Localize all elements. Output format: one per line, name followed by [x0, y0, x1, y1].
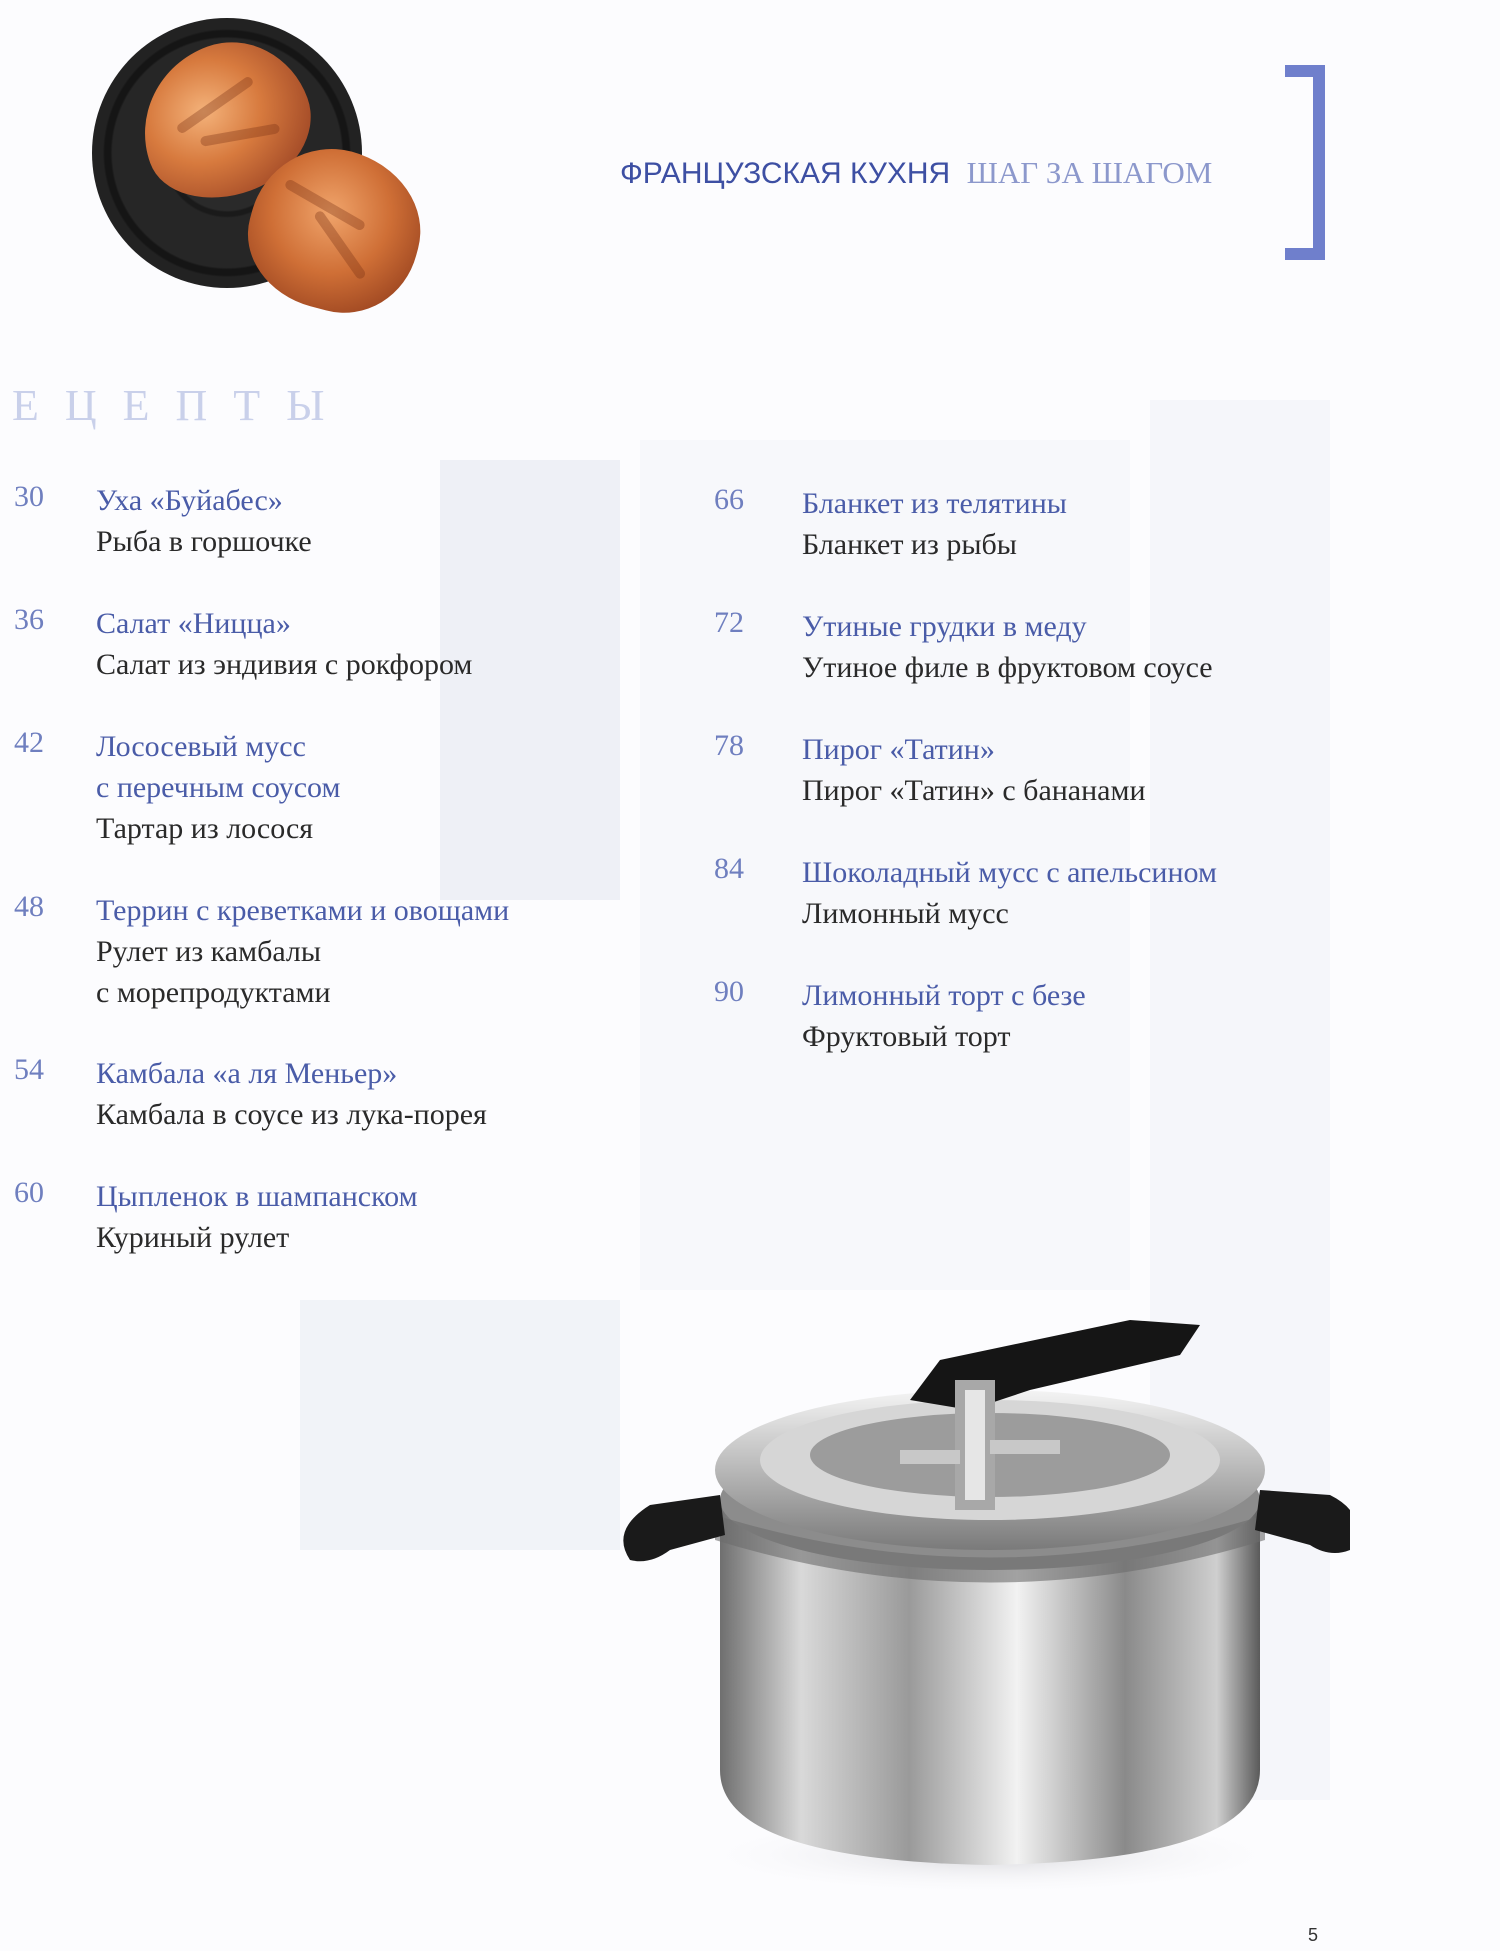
- recipe-entry: [802, 729, 1146, 811]
- recipe-variant: Рулет из камбалы: [96, 935, 322, 968]
- page-number: 5: [1308, 1925, 1319, 1945]
- recipe-title: Лососевый мусс: [96, 730, 306, 763]
- recipe-entry: [802, 975, 1086, 1057]
- recipe-variant: Тартар из лосося: [96, 812, 314, 845]
- book-title: ФРАНЦУЗСКАЯ КУХНЯ: [620, 157, 951, 190]
- recipe-title: Террин с креветками и овощами: [96, 894, 510, 927]
- recipe-page-number: 30: [14, 480, 44, 513]
- recipe-title: Пирог «Татин»: [802, 733, 995, 766]
- recipe-title: Шоколадный мусс с апельсином: [802, 856, 1217, 889]
- pressure-cooker-image: [610, 1300, 1350, 1900]
- recipe-entry: [802, 606, 1213, 688]
- recipe-page-number: 60: [14, 1176, 44, 1209]
- recipe-entry: [96, 480, 312, 562]
- recipe-title: Бланкет из телятины: [802, 487, 1067, 520]
- recipe-entry: [802, 483, 1067, 565]
- recipe-page-number: 48: [14, 890, 44, 923]
- recipe-variant: Утиное филе в фруктовом соусе: [802, 651, 1213, 684]
- recipe-entry: [96, 726, 340, 849]
- ghost-image-block: [300, 1300, 620, 1550]
- recipe-page-number: 36: [14, 603, 44, 636]
- recipe-entry: [96, 890, 509, 1013]
- recipe-title: с перечным соусом: [96, 771, 341, 804]
- recipe-variant: Пирог «Татин» с бананами: [802, 774, 1146, 807]
- recipe-variant: Фруктовый торт: [802, 1020, 1011, 1053]
- recipe-page-number: 42: [14, 726, 44, 759]
- recipe-page-number: 90: [714, 975, 744, 1008]
- recipe-variant: с морепродуктами: [96, 976, 331, 1009]
- recipe-title: Камбала «а ля Меньер»: [96, 1057, 398, 1090]
- recipe-page-number: 72: [714, 606, 744, 639]
- recipe-entry: [96, 1053, 487, 1135]
- book-subtitle: ШАГ ЗА ШАГОМ: [966, 155, 1213, 190]
- recipe-title: Салат «Ницца»: [96, 607, 291, 640]
- recipe-title: Цыпленок в шампанском: [96, 1180, 418, 1213]
- recipe-title: Уха «Буйабес»: [96, 484, 283, 517]
- recipe-variant: Лимонный мусс: [802, 897, 1009, 930]
- recipe-page-number: 84: [714, 852, 744, 885]
- page-header: [620, 155, 1212, 191]
- recipe-title: Лимонный торт с безе: [802, 979, 1086, 1012]
- recipe-variant: Куриный рулет: [96, 1221, 290, 1254]
- recipe-page-number: 78: [714, 729, 744, 762]
- recipe-title: Утиные грудки в меду: [802, 610, 1087, 643]
- recipe-variant: Бланкет из рыбы: [802, 528, 1017, 561]
- recipe-entry: [96, 603, 472, 685]
- recipe-variant: Рыба в горшочке: [96, 525, 312, 558]
- recipe-entry: [802, 852, 1217, 934]
- bracket-decoration: [1285, 65, 1325, 260]
- recipe-page-number: 66: [714, 483, 744, 516]
- recipe-variant: Камбала в соусе из лука-порея: [96, 1098, 487, 1131]
- section-title: ЕЦЕПТЫ: [12, 381, 351, 430]
- recipe-page-number: 54: [14, 1053, 44, 1086]
- recipe-variant: Салат из эндивия с рокфором: [96, 648, 473, 681]
- recipe-entry: [96, 1176, 418, 1258]
